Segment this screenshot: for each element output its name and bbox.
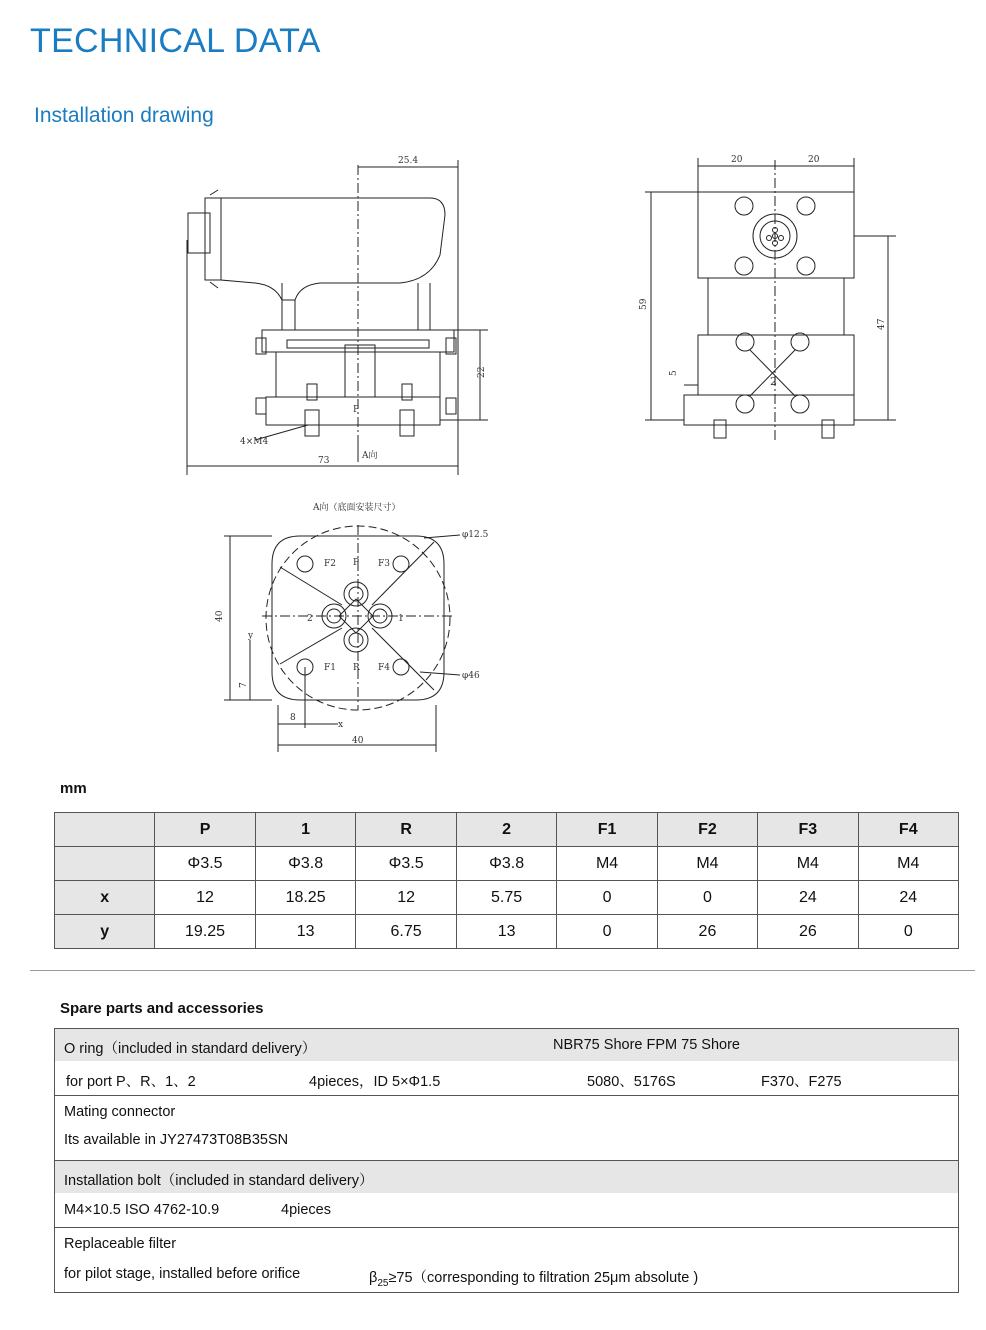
table-header-cell: 2 [456,813,557,847]
bolt-quantity: 4pieces [281,1202,331,1218]
table-cell: 0 [557,881,657,915]
table-cell: 18.25 [255,881,356,915]
dim-25-4: 25.4 [398,156,419,166]
dim-40-horizontal: 40 [352,736,364,746]
dim-phi-12-5: φ12.5 [462,530,489,540]
port-F3-label: F3 [378,559,390,569]
table-header-cell: F4 [858,813,958,847]
table-header-row [55,813,959,847]
side-port-p: P [353,405,360,415]
table-header-cell [55,813,155,847]
row-header-cell [55,847,155,881]
port-F1-label: F1 [324,663,336,673]
table-cell: 0 [657,881,757,915]
table-cell: 0 [858,915,958,949]
oring-ports: for port P、R、1、2 [66,1074,196,1090]
table-header-cell: P [155,813,256,847]
axis-y-label: y [248,631,254,641]
dim-5: 5 [669,370,679,376]
connector-heading: Mating connector [64,1104,176,1120]
filter-beta-rating [369,1266,698,1289]
table-cell: 12 [356,881,457,915]
bolt-head-row [55,1161,958,1193]
port-P-label: P [353,558,360,568]
port-F4-label: F4 [378,663,390,673]
bolt-section [55,1160,958,1227]
port-spec-table [54,812,959,949]
table-cell: 26 [758,915,858,949]
oring-body-row [55,1061,958,1095]
table-cell: Φ3.8 [255,847,356,881]
front-view [645,158,896,440]
dim-20-right: 20 [808,155,820,165]
dim-73: 73 [318,456,330,466]
table-header-cell: 1 [255,813,356,847]
beta-rating-text: ≥75（corresponding to filtration 25μm absolute ) [388,1270,699,1286]
port-2-label: 2 [307,614,313,624]
table-cell: 5.75 [456,881,557,915]
table-cell: 19.25 [155,915,256,949]
table-row [55,915,959,949]
dim-59: 59 [639,298,649,310]
table-cell: M4 [557,847,657,881]
spare-parts-title: Spare parts and accessories [60,1000,264,1017]
oring-materials: NBR75 Shore FPM 75 Shore [553,1037,740,1053]
oring-section [55,1029,958,1095]
table-header-cell: F1 [557,813,657,847]
dim-47: 47 [877,318,887,330]
section-divider [30,970,975,971]
axis-x-label: x [338,720,344,730]
dim-4xM4: 4×M4 [240,437,269,447]
filter-heading: Replaceable filter [64,1236,177,1252]
filter-body-row [55,1260,958,1292]
oring-quantity: 4pieces，ID 5×Φ1.5 [309,1074,441,1090]
table-cell: 24 [858,881,958,915]
filter-section [55,1227,958,1292]
table-cell: M4 [858,847,958,881]
dim-22: 22 [477,366,487,378]
table-cell: Φ3.5 [155,847,256,881]
table-cell: 0 [557,915,657,949]
table-cell: Φ3.5 [356,847,457,881]
port-F2-label: F2 [324,559,336,569]
table-cell: 12 [155,881,256,915]
dim-40-vertical: 40 [215,610,225,622]
bolt-heading: Installation bolt（included in standard delivery） [64,1173,374,1189]
table-row [55,881,959,915]
bottom-view-title: A向（底面安装尺寸） [313,503,401,513]
filter-description: for pilot stage, installed before orifice [64,1266,301,1282]
units-label: mm [60,780,87,797]
table-cell: 13 [255,915,356,949]
table-cell: Φ3.8 [456,847,557,881]
oring-nbr-codes: 5080、5176S [587,1074,676,1090]
table-header-cell: F3 [758,813,858,847]
table-cell: 26 [657,915,757,949]
bolt-body-row [55,1193,958,1227]
table-cell: M4 [758,847,858,881]
table-cell: M4 [657,847,757,881]
front-port-2: 2 [770,375,777,388]
beta-symbol: β [369,1270,378,1286]
bolt-spec: M4×10.5 ISO 4762-10.9 [64,1202,220,1218]
dim-8: 8 [290,713,296,723]
beta-subscript: 25 [377,1277,389,1289]
row-header-cell: x [55,881,155,915]
connector-head-row [55,1096,958,1128]
section-subtitle: Installation drawing [34,104,214,127]
connector-body-row [55,1128,958,1160]
table-header-cell: R [356,813,457,847]
spare-parts-box [54,1028,959,1293]
connector-section [55,1095,958,1160]
port-1-label: 1 [398,614,404,624]
dim-7: 7 [239,682,249,688]
filter-head-row [55,1228,958,1260]
dim-phi-46: φ46 [462,671,480,681]
table-header-cell: F2 [657,813,757,847]
table-row [55,847,959,881]
row-header-cell: y [55,915,155,949]
oring-fpm-codes: F370、F275 [761,1074,842,1090]
bottom-view [224,525,460,752]
table-cell: 13 [456,915,557,949]
port-R-label: R [353,663,360,673]
table-cell: 6.75 [356,915,457,949]
oring-head-row [55,1029,958,1061]
dim-20-left: 20 [731,155,743,165]
side-view [187,160,488,475]
table-cell: 24 [758,881,858,915]
page-title: TECHNICAL DATA [30,22,321,60]
connector-part-number: Its available in JY27473T08B35SN [64,1132,289,1148]
dim-view-a: A向 [362,451,378,461]
oring-heading: O ring（included in standard delivery） [64,1041,317,1057]
